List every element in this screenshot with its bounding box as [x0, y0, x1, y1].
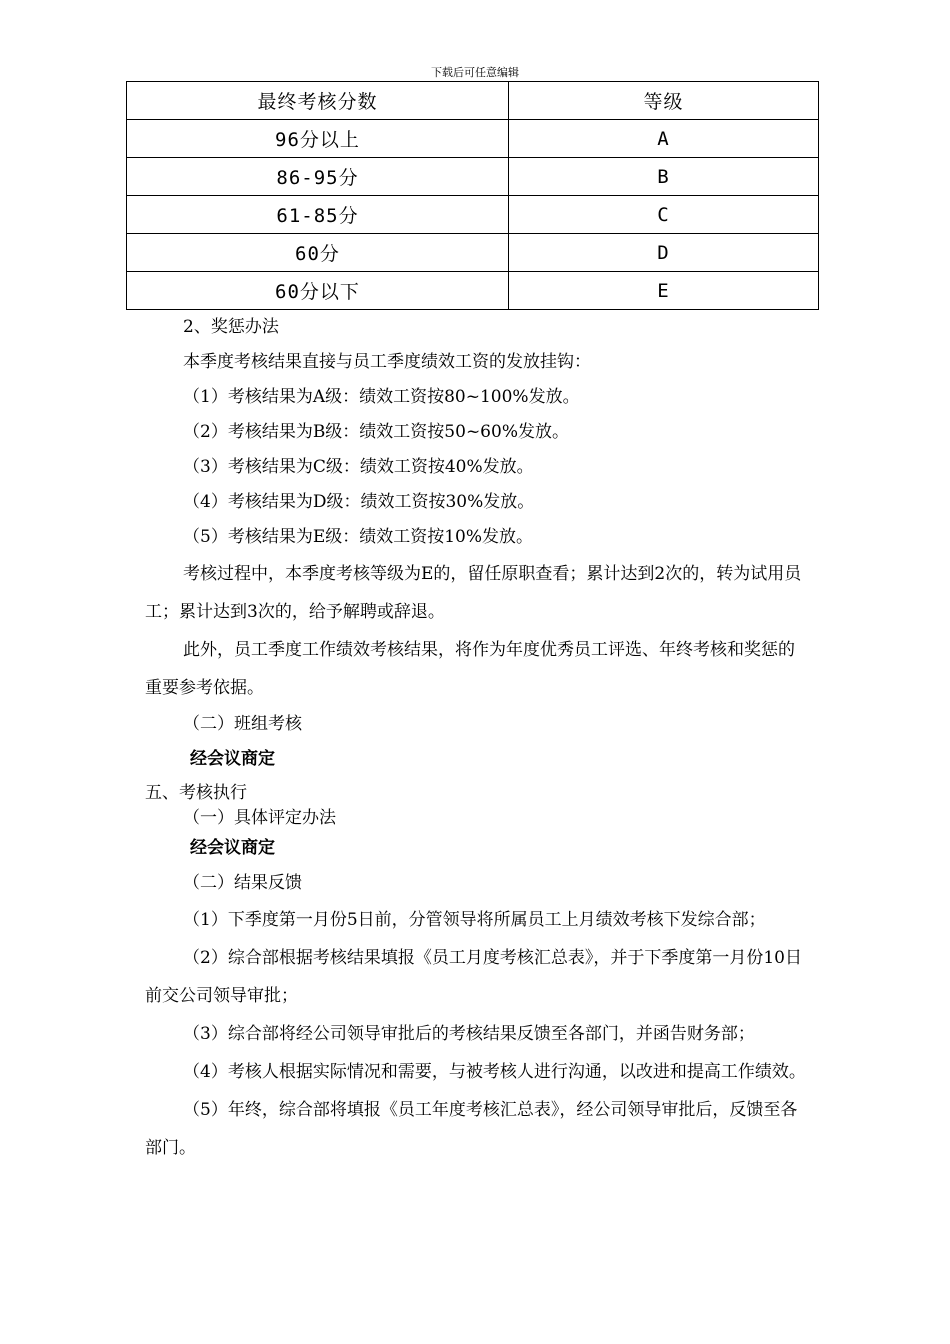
feedback-item: （5）年终，综合部将填报《员工年度考核汇总表》，经公司领导审批后，反馈至各部门。 [145, 1100, 798, 1158]
grade-cell: A [509, 120, 819, 158]
table-header-row [127, 82, 819, 120]
score-column-header: 最终考核分数 [127, 82, 509, 120]
score-cell: 60分 [127, 234, 509, 272]
grade-cell: C [509, 196, 819, 234]
grade-cell: E [509, 272, 819, 310]
reward-heading: 2、奖惩办法 [183, 317, 279, 337]
feedback-item: （3）综合部将经公司领导审批后的考核结果反馈至各部门，并函告财务部； [183, 1024, 755, 1044]
table-row [127, 196, 819, 234]
feedback-item: （4）考核人根据实际情况和需要，与被考核人进行沟通，以改进和提高工作绩效。 [183, 1062, 806, 1082]
table-row [127, 234, 819, 272]
reward-item: （4）考核结果为D级：绩效工资按30%发放。 [183, 492, 535, 512]
extra-paragraph: 此外，员工季度工作绩效考核结果，将作为年度优秀员工评选、年终考核和奖惩的重要参考依据。 [145, 640, 795, 698]
method-heading: （一）具体评定办法 [183, 808, 336, 828]
grade-table [126, 81, 819, 310]
feedback-heading: （二）结果反馈 [183, 873, 302, 893]
reward-intro: 本季度考核结果直接与员工季度绩效工资的发放挂钩： [183, 352, 591, 372]
section5-heading: 五、考核执行 [145, 783, 247, 803]
table-row [127, 158, 819, 196]
process-paragraph: 考核过程中，本季度考核等级为E的，留任原职查看；累计达到2次的，转为试用员工；累计达到3次的，给予解聘或辞退。 [145, 564, 802, 622]
page-header-note: 下载后可任意编辑 [431, 66, 519, 79]
reward-item: （5）考核结果为E级：绩效工资按10%发放。 [183, 527, 534, 547]
table-row [127, 272, 819, 310]
score-cell: 96分以上 [127, 120, 509, 158]
feedback-item: （2）综合部根据考核结果填报《员工月度考核汇总表》，并于下季度第一月份10日前交公司领导审批； [145, 948, 802, 1006]
method-note: 经会议商定 [190, 838, 275, 858]
score-cell: 61-85分 [127, 196, 509, 234]
reward-item: （3）考核结果为C级：绩效工资按40%发放。 [183, 457, 534, 477]
grade-cell: D [509, 234, 819, 272]
document-body [145, 310, 810, 1167]
score-cell: 60分以下 [127, 272, 509, 310]
score-cell: 86-95分 [127, 158, 509, 196]
grade-cell: B [509, 158, 819, 196]
team-heading: （二）班组考核 [183, 714, 302, 734]
reward-item: （1）考核结果为A级：绩效工资按80~100%发放。 [183, 387, 580, 407]
table-row [127, 120, 819, 158]
feedback-item: （1）下季度第一月份5日前，分管领导将所属员工上月绩效考核下发综合部； [183, 910, 766, 930]
team-note: 经会议商定 [190, 749, 275, 769]
reward-item: （2）考核结果为B级：绩效工资按50~60%发放。 [183, 422, 569, 442]
grade-column-header: 等级 [509, 82, 819, 120]
